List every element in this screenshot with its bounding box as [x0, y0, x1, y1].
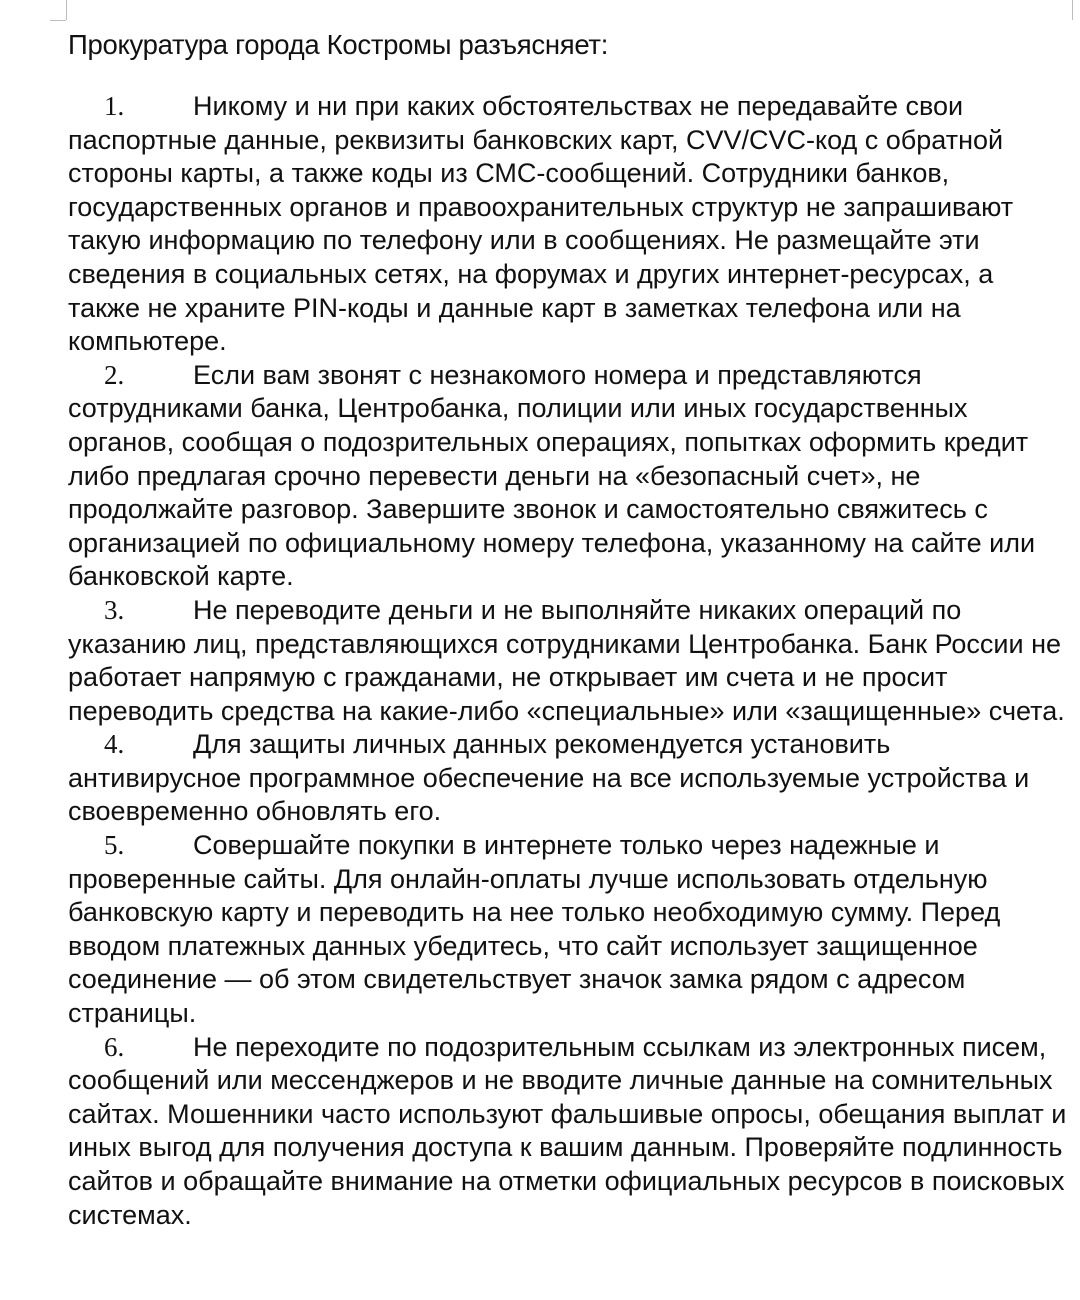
list-item-text: Никому и ни при каких обстоятельствах не передавайте свои паспортные данные, реквизиты банковских карт, CVV/CVC-код с обратной стороны карты, а также коды из СМС-сообщений. Сотрудники банков, государственных органов и правоохранительных структур не запрашивают такую информацию по телефону или в сообщениях. Не размещайте эти сведения в социальных сетях, на форумах и других интернет-ресурсах, а также не храните PIN-коды и данные карт в заметках телефона или на компьютере. — [68, 91, 1014, 357]
list-item-6 — [68, 1031, 1068, 1233]
page-corner-mark-top-left — [66, 0, 67, 20]
list-item-text: Не переходите по подозрительным ссылкам из электронных писем, сообщений или мессенджеров и не вводите личные данные на сомнительных сайтах. Мошенники часто используют фальшивые опросы, обещания выплат и иных выгод для получения доступа к вашим данным. Проверяйте подлинность сайтов и обращайте внимание на отметки официальных ресурсов в поисковых системах. — [68, 1031, 1067, 1230]
list-item-number: 4. — [104, 729, 125, 760]
list-item-1 — [68, 90, 1068, 359]
page-corner-mark-top-left-horizontal — [50, 20, 66, 21]
list-item-number: 2. — [104, 359, 125, 390]
document-body — [68, 22, 1068, 1232]
list-item-text: Совершайте покупки в интернете только через надежные и проверенные сайты. Для онлайн-оплаты лучше использовать отдельную банковскую карту и переводить на нее только необходимую сумму. Перед вводом платежных данных убедитесь, что сайт использует защищенное соединение — об этом свидетельствует значок замка рядом с адресом страницы. — [68, 830, 1001, 1029]
list-item-text: Для защиты личных данных рекомендуется установить антивирусное программное обеспечение на все используемые устройства и своевременно обновлять его. — [68, 729, 1030, 827]
page-corner-mark-top-right — [1072, 0, 1073, 20]
document-title: Прокуратура города Костромы разъясняет: — [68, 29, 609, 60]
list-item-number: 6. — [104, 1031, 125, 1062]
list-item-3 — [68, 594, 1068, 728]
list-item-text: Не переводите деньги и не выполняйте никаких операций по указанию лиц, представляющихся сотрудниками Центробанка. Банк России не работает напрямую с гражданами, не открывает им счета и не просит переводить средства на какие-либо «специальные» или «защищенные» счета. — [68, 594, 1065, 726]
list-item-number: 3. — [104, 594, 125, 625]
list-item-text: Если вам звонят с незнакомого номера и представляются сотрудниками банка, Центробанка, полиции или иных государственных органов, сообщая о подозрительных операциях, попытках оформить кредит либо предлагая срочно перевести деньги на «безопасный счет», не продолжайте разговор. Завершите звонок и самостоятельно свяжитесь с организацией по официальному номеру телефона, указанному на сайте или банковской карте. — [68, 359, 1036, 592]
list-item-2 — [68, 359, 1068, 594]
list-item-number: 5. — [104, 830, 125, 861]
list-item-number: 1. — [104, 91, 125, 121]
list-item-4 — [68, 728, 1068, 829]
list-item-5 — [68, 829, 1068, 1031]
